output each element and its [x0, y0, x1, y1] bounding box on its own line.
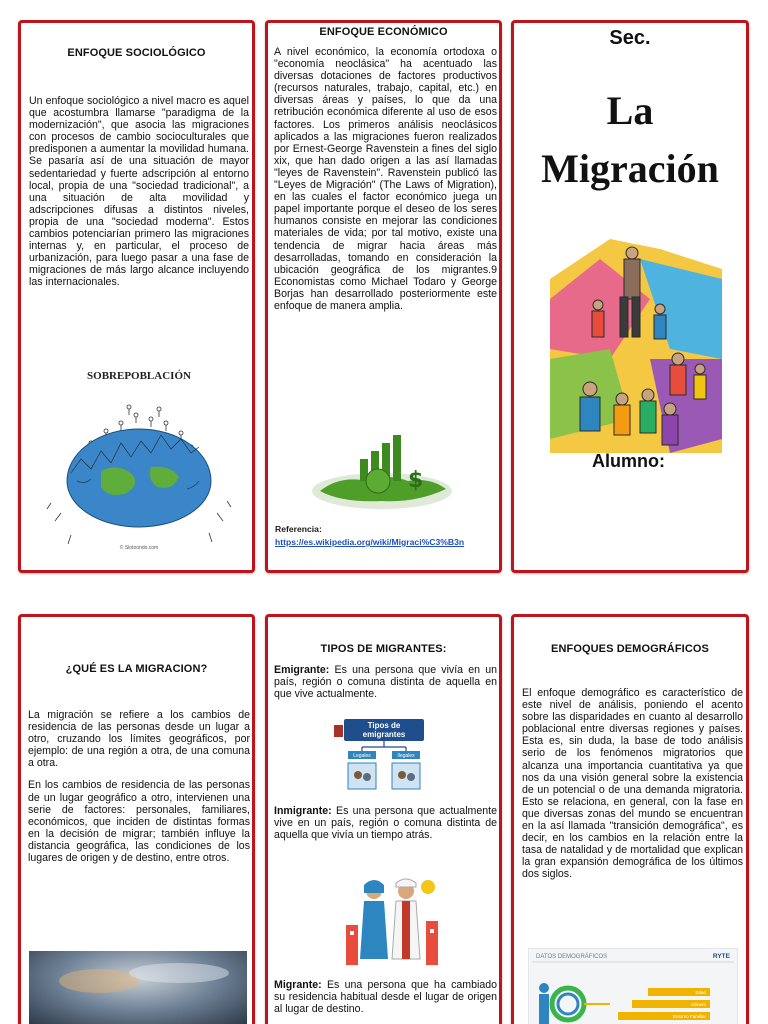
panel-enfoque-economico	[265, 20, 502, 573]
panel-title: TIPOS DE MIGRANTES:	[320, 643, 447, 655]
panel-body-text: Un enfoque sociológico a nivel macro es aquel que acostumbra llamarse "paradigma de la modernización", que asocia las migraciones con procesos de cambio socioculturales que predisponen a aumentar la movilidad humana. Se pasaría así de una situación de mayor sedentariedad y fuerte adscripción al entorno local, propia de una "sociedad tradicional", a una situación de alta movilidad y adscripciones difusas a distintos niveles, propia de una "sociedad moderna". Estos cambios potenciarían primero las migraciones internas y, en particular, el proceso de urbanización, para luego pasar a una fase de migraciones de más largo alcance incluyendo las internacionales.	[29, 95, 249, 289]
term-label: Emigrante:	[274, 664, 330, 676]
storm-sky-image	[29, 951, 247, 1024]
cover-title-line2: Migración	[541, 146, 719, 191]
image-credit: © Slotoondo.com	[119, 545, 159, 551]
bar-label: Género	[690, 1002, 706, 1007]
demographic-data-image	[528, 948, 738, 1024]
panel-enfoques-demograficos	[511, 614, 749, 1024]
immigrants-illustration	[344, 873, 440, 967]
reference-label: Referencia:	[275, 524, 322, 534]
section-label: Sec.	[609, 27, 651, 49]
migrants-illustration	[550, 239, 722, 453]
svg-text:Ilegales: Ilegales	[397, 753, 415, 759]
term-text: Es una persona que ha cambiado su residencia habitual desde el lugar de origen al lugar de destino.	[274, 979, 497, 1016]
reference-link[interactable]: https://es.wikipedia.org/wiki/Migraci%C3%B3n	[275, 537, 465, 547]
term-label: Migrante:	[274, 979, 322, 991]
svg-text:Legales: Legales	[353, 753, 371, 759]
term-text: Es una persona que actualmente vive en un país, región o comuna distinta de aquella que vivía un tiempo atrás.	[274, 805, 497, 842]
panel-title: ENFOQUE SOCIOLÓGICO	[67, 47, 206, 59]
bar-label: Edad	[695, 990, 706, 995]
term-label: Inmigrante:	[274, 805, 332, 817]
panel-que-es-migracion	[18, 614, 255, 1024]
student-label: Alumno:	[592, 451, 665, 471]
paragraph-1: La migración se refiere a los cambios de residencia de las personas desde un lugar a otro, cruzando los límites geográficos, por ejemplo: de una región a otra, de una comuna a otra.	[28, 709, 250, 770]
panel-tipos-migrantes	[265, 614, 502, 1024]
migrante-definition	[274, 979, 497, 1015]
image-caption: SOBREPOBLACIÓN	[87, 370, 191, 382]
panel-title: ¿QUÉ ES LA MIGRACION?	[65, 663, 208, 675]
panel-cover	[511, 20, 749, 573]
panel-body-text: A nivel económico, la economía ortodoxa o "economía neoclásica" ha acentuado las diversas dotaciones de factores productivos (recursos naturales, trabajo, capital, etc.) en diversas áreas y países, lo que da una retribución económica diferente al uso de esos factores. Los primeros análisis neoclásicos aplicados a las migraciones fueron realizados por Ernest-George Ravenstein a fines del siglo xix, que han dado origen a las así llamadas "leyes de Ravenstein". Ravenstein publicó las "Leyes de Migración" (The Laws of Migration), en las cuales el factor económico juega un papel importante porque el deseo de los seres humanos consiste en mejorar las condiciones materiales de vida; por tal motivo, existe una tendencia de migrar hacia áreas más desarrolladas, tomando en consideración la ubicación geográfica de los migrantes.9 Economistas como Michael Todaro y George Borjas han desarrollado posteriormente este enfoque de manera amplia.	[274, 46, 497, 312]
reference-line	[275, 523, 500, 549]
panel-body-text	[28, 709, 250, 864]
svg-text:Tipos de: Tipos de	[367, 721, 401, 730]
panel-body-text: El enfoque demográfico es característico de este nivel de análisis, poniendo el acento sobre las disparidades en cuanto al desarrollo poblacional entre diversas regiones y países. Esta es, sin duda, la base de todo análisis serio de los fenómenos migratorios que alcanza una importancia cuantitativa ya que nos da una visión general sobre la existencia de un potencial o de una demanda migratoria. Esto se relaciona, en general, con la fase en que diversas zonas del mundo se encuentran en la así llamada "transición demográfica", es decir, en los cambios en la relación entre la tasa de natalidad y de mortalidad que explican la gran expansión demográfica de los últimos dos siglos.	[522, 687, 743, 881]
emigrant-types-diagram	[334, 717, 430, 793]
overpopulation-image	[41, 363, 237, 555]
svg-text:emigrantes: emigrantes	[362, 730, 406, 739]
svg-text:$: $	[408, 468, 424, 493]
paragraph-2: En los cambios de residencia de las personas de un lugar geográfico a otro, intervienen una serie de factores: personales, familiares, económicos, que inciden de distintas formas en la decisión de migrar; también influye la distancia geográfica, las condiciones de los lugares de origen y de destino, entre otros.	[28, 779, 250, 865]
panel-title: ENFOQUE ECONÓMICO	[319, 26, 448, 38]
bar-label: Entorno Familiar	[672, 1014, 706, 1019]
image-brand: RYTE	[712, 953, 730, 960]
image-header: DATOS DEMOGRÁFICOS	[536, 954, 608, 960]
economy-globe-image	[308, 421, 456, 517]
emigrante-definition	[274, 664, 497, 700]
panel-enfoque-sociologico	[18, 20, 255, 573]
cover-title-line1: La	[606, 88, 654, 133]
inmigrante-definition	[274, 805, 497, 841]
term-text: Es una persona que vivía en un país, región o comuna distinta de aquella en que vive actualmente.	[274, 664, 497, 701]
panel-title: ENFOQUES DEMOGRÁFICOS	[551, 643, 709, 655]
